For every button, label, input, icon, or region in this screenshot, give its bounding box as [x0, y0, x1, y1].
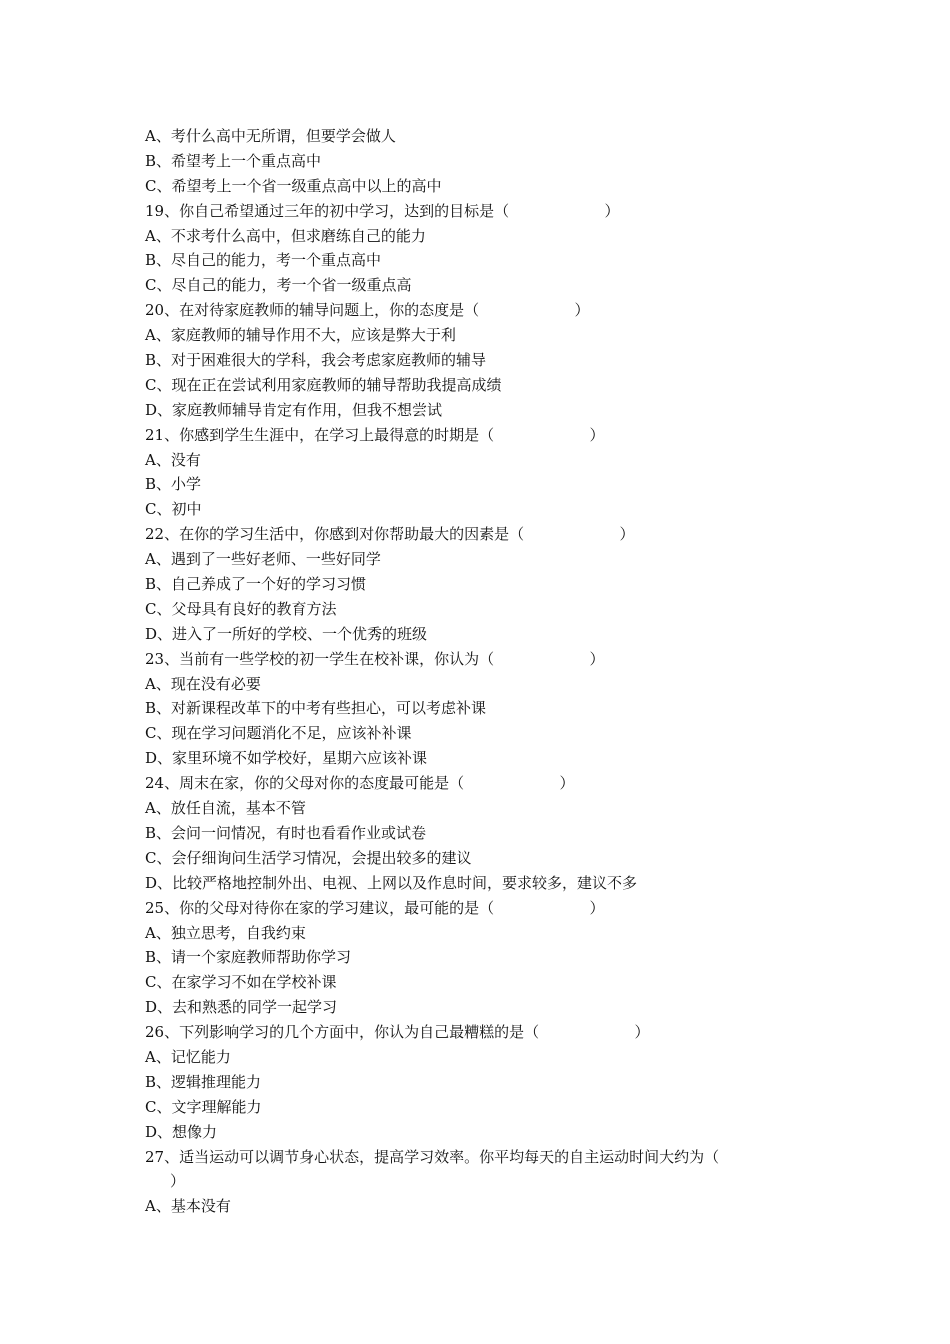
option-line: B、请一个家庭教师帮助你学习 — [145, 948, 352, 967]
option-line: C、会仔细询问生活学习情况，会提出较多的建议 — [145, 848, 472, 867]
question-23: 23、当前有一些学校的初一学生在校补课，你认为（ ） — [145, 649, 605, 668]
question-22: 22、在你的学习生活中，你感到对你帮助最大的因素是（ ） — [145, 525, 635, 544]
option-line: C、父母具有良好的教育方法 — [145, 599, 337, 618]
option-line: A、现在没有必要 — [145, 674, 261, 693]
option-line: B、希望考上一个重点高中 — [145, 151, 322, 170]
option-line: B、小学 — [145, 475, 202, 494]
question-25: 25、你的父母对待你在家的学习建议，最可能的是（ ） — [145, 898, 605, 917]
option-line: A、记忆能力 — [145, 1047, 231, 1066]
question-27-continuation: ） — [170, 1172, 186, 1191]
option-line: A、放任自流，基本不管 — [145, 799, 306, 818]
question-20: 20、在对待家庭教师的辅导问题上，你的态度是（ ） — [145, 301, 590, 320]
option-line: D、比较严格地控制外出、电视、上网以及作息时间，要求较多，建议不多 — [145, 873, 638, 892]
option-line: A、遇到了一些好老师、一些好同学 — [145, 550, 381, 569]
option-line: C、现在正在尝试利用家庭教师的辅导帮助我提高成绩 — [145, 375, 502, 394]
question-21: 21、你感到学生生涯中，在学习上最得意的时期是（ ） — [145, 425, 605, 444]
option-line: A、不求考什么高中，但求磨练自己的能力 — [145, 226, 426, 245]
option-line: A、独立思考，自我约束 — [145, 923, 306, 942]
question-26: 26、下列影响学习的几个方面中，你认为自己最糟糕的是（ ） — [145, 1023, 650, 1042]
option-line: B、会问一问情况，有时也看看作业或试卷 — [145, 823, 427, 842]
option-line: C、尽自己的能力，考一个省一级重点高 — [145, 276, 412, 295]
option-line: B、对新课程改革下的中考有些担心，可以考虑补课 — [145, 699, 487, 718]
option-line: B、尽自己的能力，考一个重点高中 — [145, 251, 382, 270]
option-line: D、家庭教师辅导肯定有作用，但我不想尝试 — [145, 400, 443, 419]
question-27: 27、适当运动可以调节身心状态，提高学习效率。你平均每天的自主运动时间大约为（ — [145, 1147, 720, 1166]
option-line: D、家里环境不如学校好，星期六应该补课 — [145, 749, 428, 768]
option-line: C、在家学习不如在学校补课 — [145, 973, 337, 992]
option-line: C、现在学习问题消化不足，应该补补课 — [145, 724, 412, 743]
option-line: A、家庭教师的辅导作用不大，应该是弊大于利 — [145, 326, 456, 345]
option-line: B、逻辑推理能力 — [145, 1072, 262, 1091]
question-19: 19、你自己希望通过三年的初中学习，达到的目标是（ ） — [145, 201, 620, 220]
option-line: A、考什么高中无所谓，但要学会做人 — [145, 127, 396, 145]
option-line: D、想像力 — [145, 1122, 218, 1141]
option-line: B、对于困难很大的学科，我会考虑家庭教师的辅导 — [145, 351, 487, 370]
option-line: A、基本没有 — [145, 1197, 231, 1216]
option-line: D、去和熟悉的同学一起学习 — [145, 998, 338, 1017]
option-line: C、希望考上一个省一级重点高中以上的高中 — [145, 176, 442, 195]
option-line: C、初中 — [145, 500, 202, 519]
question-24: 24、周末在家，你的父母对你的态度最可能是（ ） — [145, 774, 575, 793]
option-line: C、文字理解能力 — [145, 1097, 262, 1116]
option-line: B、自己养成了一个好的学习习惯 — [145, 575, 367, 594]
questionnaire-text — [145, 124, 765, 1219]
option-line: A、没有 — [145, 450, 201, 469]
option-line: D、进入了一所好的学校、一个优秀的班级 — [145, 624, 428, 643]
